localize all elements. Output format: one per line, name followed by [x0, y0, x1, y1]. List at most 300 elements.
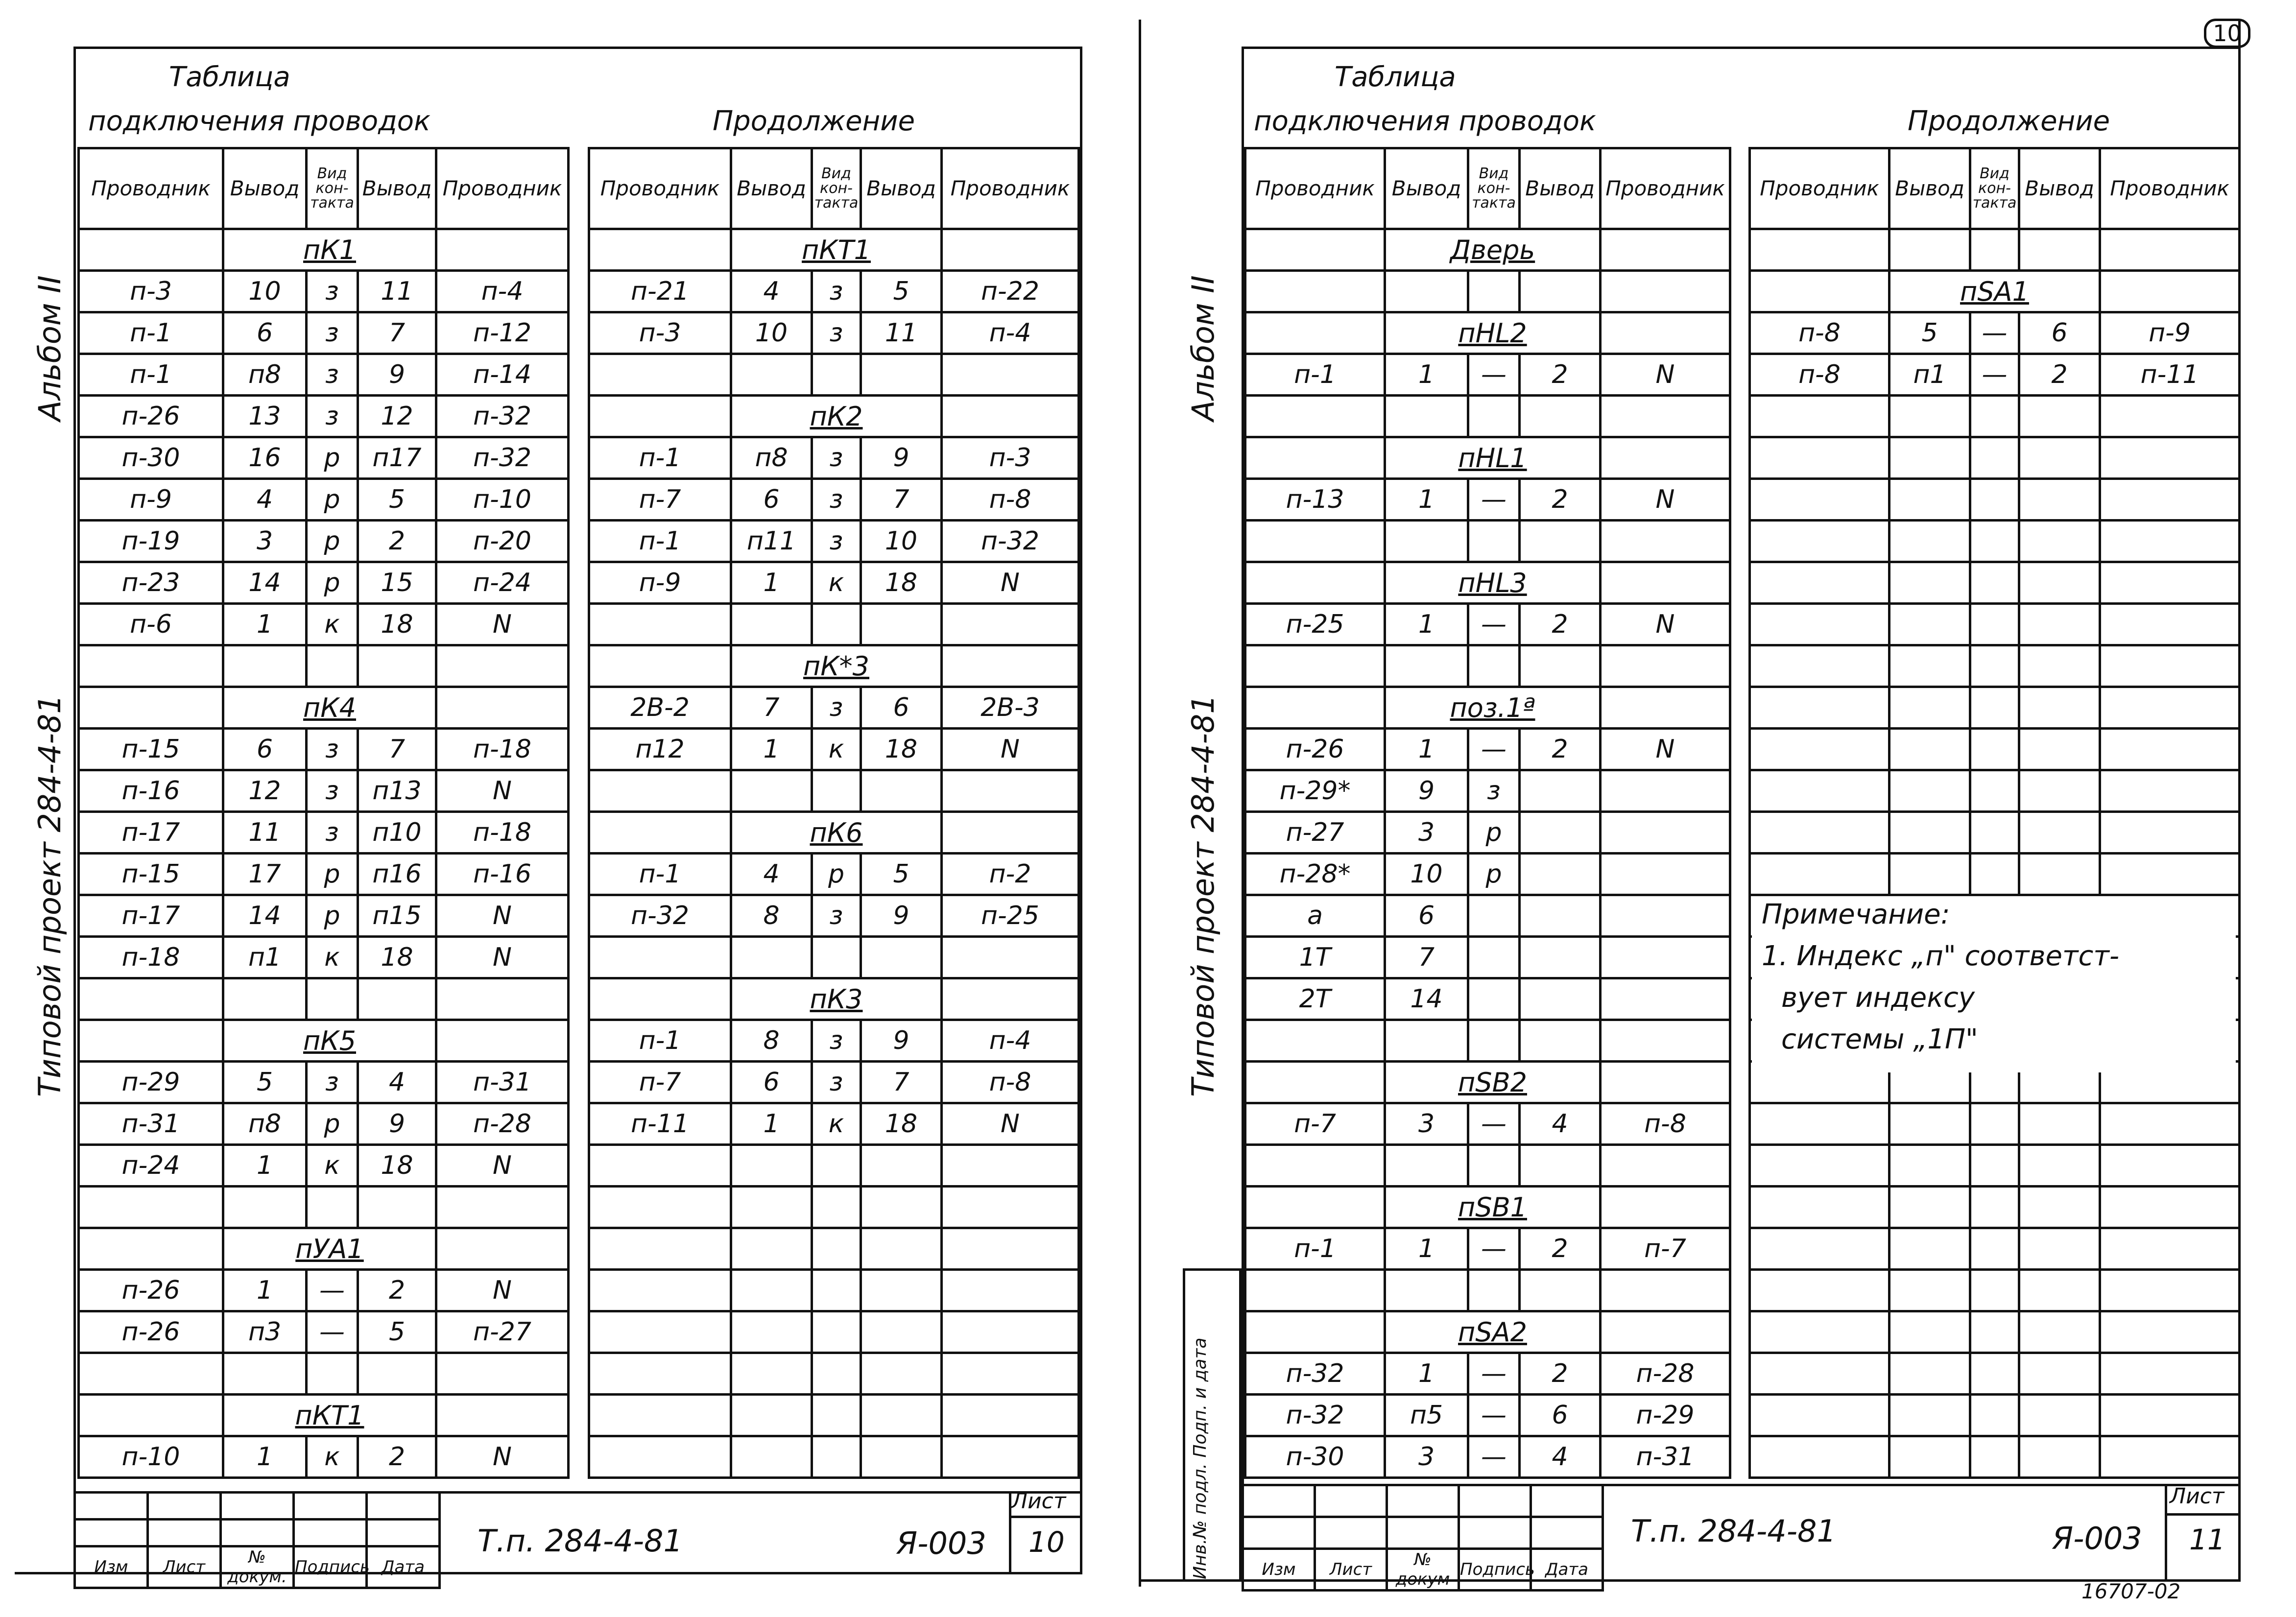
conductor-cell: [79, 1187, 223, 1228]
terminal-cell: 1: [731, 1103, 812, 1145]
header-contact-type: Вид кон-такта: [1468, 148, 1520, 229]
left-continuation-table: [588, 147, 1080, 1479]
conductor-cell: [589, 1311, 731, 1353]
conductor-cell: [2100, 521, 2240, 562]
table-row: [1245, 895, 1730, 937]
conductor-cell: [942, 1145, 1079, 1187]
terminal-cell: [1520, 645, 1601, 687]
terminal-cell: 2: [1520, 479, 1601, 521]
terminal-cell: [2019, 479, 2100, 521]
contact-type-cell: з: [812, 271, 861, 312]
terminal-cell: 6: [861, 687, 942, 729]
header-terminal: Вывод: [1520, 148, 1601, 229]
conductor-cell: п-32: [589, 895, 731, 937]
terminal-cell: [731, 1187, 812, 1228]
contact-type-cell: з: [812, 437, 861, 479]
table-row: [1750, 1187, 2240, 1228]
right-side-album: Альбом II: [1185, 275, 1221, 421]
conductor-cell: п-26: [1245, 729, 1385, 770]
conductor-cell: [1245, 271, 1385, 312]
conductor-cell: п-25: [942, 895, 1079, 937]
group-row: [1245, 562, 1730, 604]
conductor-cell: п-17: [79, 895, 223, 937]
terminal-cell: 4: [731, 854, 812, 895]
terminal-cell: 10: [223, 271, 307, 312]
conductor-cell: N: [436, 604, 569, 645]
table-row: [1750, 1311, 2240, 1353]
right-stamp-project: Т.п. 284-4-81: [1631, 1513, 1836, 1549]
terminal-cell: 5: [223, 1062, 307, 1103]
conductor-cell: п-1: [79, 354, 223, 396]
contact-type-cell: з: [1468, 770, 1520, 812]
conductor-cell: [1750, 396, 1889, 437]
conductor-cell: [942, 1187, 1079, 1228]
conductor-cell: [2100, 437, 2240, 479]
table-row: [1750, 1228, 2240, 1270]
terminal-cell: [1889, 645, 1970, 687]
right-connection-table: [1244, 147, 1731, 1479]
header-conductor: Проводник: [1750, 148, 1889, 229]
contact-type-cell: з: [307, 396, 358, 437]
conductor-cell: п-28: [436, 1103, 569, 1145]
table-row: [589, 1395, 1079, 1436]
contact-type-cell: —: [1468, 1395, 1520, 1436]
conductor-cell: п-8: [942, 1062, 1079, 1103]
terminal-cell: [2019, 1270, 2100, 1311]
terminal-cell: 18: [358, 604, 436, 645]
conductor-cell: п-29: [1601, 1395, 1730, 1436]
terminal-cell: 4: [223, 479, 307, 521]
conductor-cell: [1750, 1145, 1889, 1187]
terminal-cell: 11: [358, 271, 436, 312]
contact-type-cell: [812, 1187, 861, 1228]
stamp-label-sheet: Лист: [1315, 1549, 1387, 1591]
contact-type-cell: з: [307, 1062, 358, 1103]
conductor-cell: п-9: [2100, 312, 2240, 354]
table-row: [1245, 604, 1730, 645]
contact-type-cell: з: [812, 895, 861, 937]
contact-type-cell: з: [812, 1062, 861, 1103]
terminal-cell: 7: [358, 312, 436, 354]
group-spacer: [589, 645, 731, 687]
terminal-cell: [861, 1145, 942, 1187]
table-row: [1750, 729, 2240, 770]
conductor-cell: п-20: [436, 521, 569, 562]
terminal-cell: [861, 604, 942, 645]
conductor-cell: п-18: [436, 812, 569, 854]
conductor-cell: [1750, 812, 1889, 854]
table-row: [589, 1311, 1079, 1353]
terminal-cell: [1889, 1145, 1970, 1187]
conductor-cell: [589, 354, 731, 396]
group-spacer: [1245, 312, 1385, 354]
left-stamp-project: Т.п. 284-4-81: [478, 1523, 683, 1559]
group-spacer: [436, 1395, 569, 1436]
group-label: поз.1ª: [1385, 687, 1601, 729]
terminal-cell: 6: [731, 479, 812, 521]
terminal-cell: [1520, 770, 1601, 812]
group-row: [79, 687, 569, 729]
table-row: [79, 1436, 569, 1478]
table-row: [79, 729, 569, 770]
conductor-cell: п-11: [2100, 354, 2240, 396]
table-row: [589, 604, 1079, 645]
group-row: [589, 645, 1079, 687]
terminal-cell: 1: [731, 562, 812, 604]
conductor-cell: 2В-2: [589, 687, 731, 729]
header-conductor: Проводник: [1245, 148, 1385, 229]
conductor-cell: п-17: [79, 812, 223, 854]
conductor-cell: [2100, 396, 2240, 437]
group-spacer: [79, 1228, 223, 1270]
conductor-cell: [2100, 1395, 2240, 1436]
conductor-cell: п-1: [589, 854, 731, 895]
header-terminal: Вывод: [1385, 148, 1468, 229]
group-spacer: [2100, 271, 2240, 312]
group-row: [79, 229, 569, 271]
terminal-cell: 4: [358, 1062, 436, 1103]
terminal-cell: [731, 354, 812, 396]
terminal-cell: [358, 1353, 436, 1395]
contact-type-cell: р: [307, 479, 358, 521]
terminal-cell: 14: [223, 562, 307, 604]
conductor-cell: [2100, 812, 2240, 854]
conductor-cell: [2100, 562, 2240, 604]
contact-type-cell: з: [812, 479, 861, 521]
right-stamp-code: Я-003: [2052, 1521, 2142, 1556]
conductor-cell: [2100, 729, 2240, 770]
terminal-cell: [2019, 687, 2100, 729]
terminal-cell: п3: [223, 1311, 307, 1353]
terminal-cell: 9: [358, 354, 436, 396]
contact-type-cell: —: [307, 1270, 358, 1311]
terminal-cell: [731, 1145, 812, 1187]
table-row: [589, 562, 1079, 604]
table-row: [1750, 562, 2240, 604]
conductor-cell: [1601, 854, 1730, 895]
table-row: [1750, 1103, 2240, 1145]
terminal-cell: [861, 1228, 942, 1270]
terminal-cell: [731, 1311, 812, 1353]
right-side-project: Типовой проект 284-4-81: [1185, 694, 1221, 1097]
left-continuation: Продолжение: [713, 105, 915, 137]
contact-type-cell: [1970, 1228, 2019, 1270]
terminal-cell: 14: [1385, 978, 1468, 1020]
contact-type-cell: [1468, 271, 1520, 312]
contact-type-cell: [812, 937, 861, 978]
table-row: [1245, 271, 1730, 312]
conductor-cell: N: [1601, 354, 1730, 396]
footer-code: 16707-02: [2081, 1579, 2181, 1603]
conductor-cell: п-32: [942, 521, 1079, 562]
conductor-cell: [1601, 271, 1730, 312]
stamp-label-signature: Подпись: [294, 1546, 367, 1588]
table-row: [1245, 1436, 1730, 1478]
terminal-cell: [2019, 396, 2100, 437]
conductor-cell: [1750, 854, 1889, 895]
terminal-cell: [731, 1228, 812, 1270]
stamp-label-change: Изм: [1243, 1549, 1315, 1591]
contact-type-cell: [1970, 645, 2019, 687]
group-row: [1750, 271, 2240, 312]
contact-type-cell: [812, 1395, 861, 1436]
group-label: пНL3: [1385, 562, 1601, 604]
conductor-cell: п-31: [436, 1062, 569, 1103]
table-row: [589, 1353, 1079, 1395]
group-spacer: [1601, 229, 1730, 271]
table-row: [589, 729, 1079, 770]
contact-type-cell: [812, 1145, 861, 1187]
header-terminal: Вывод: [223, 148, 307, 229]
conductor-cell: [1601, 1145, 1730, 1187]
conductor-cell: п-15: [79, 729, 223, 770]
table-row: [1245, 1395, 1730, 1436]
conductor-cell: п-24: [436, 562, 569, 604]
terminal-cell: 9: [861, 895, 942, 937]
table-row: [1750, 1270, 2240, 1311]
terminal-cell: 2: [1520, 354, 1601, 396]
conductor-cell: [942, 1270, 1079, 1311]
table-row: [1245, 521, 1730, 562]
left-sheet-left-border: [73, 47, 76, 1574]
contact-type-cell: [1970, 729, 2019, 770]
contact-type-cell: [1970, 770, 2019, 812]
terminal-cell: [2019, 854, 2100, 895]
terminal-cell: [1520, 937, 1601, 978]
contact-type-cell: [1970, 1353, 2019, 1395]
terminal-cell: п16: [358, 854, 436, 895]
left-stamp-revisions: [73, 1491, 441, 1589]
terminal-cell: 2: [358, 1270, 436, 1311]
terminal-cell: 3: [1385, 1103, 1468, 1145]
conductor-cell: [1601, 978, 1730, 1020]
conductor-cell: [942, 604, 1079, 645]
conductor-cell: 2В-3: [942, 687, 1079, 729]
conductor-cell: [1750, 645, 1889, 687]
table-row: [1750, 312, 2240, 354]
contact-type-cell: [1468, 1270, 1520, 1311]
conductor-cell: [2100, 687, 2240, 729]
group-spacer: [589, 978, 731, 1020]
contact-type-cell: з: [307, 812, 358, 854]
table-row: [1750, 229, 2240, 271]
conductor-cell: [1601, 770, 1730, 812]
contact-type-cell: р: [1468, 854, 1520, 895]
conductor-cell: N: [942, 1103, 1079, 1145]
conductor-cell: [589, 770, 731, 812]
table-row: [1750, 770, 2240, 812]
terminal-cell: [2019, 1436, 2100, 1478]
conductor-cell: п-28*: [1245, 854, 1385, 895]
table-row: [79, 812, 569, 854]
header-contact-type: Вид кон-такта: [307, 148, 358, 229]
contact-type-cell: —: [1970, 354, 2019, 396]
terminal-cell: [1385, 521, 1468, 562]
conductor-cell: [2100, 604, 2240, 645]
conductor-cell: N: [436, 1436, 569, 1478]
left-title-line1: Таблица: [169, 61, 290, 93]
conductor-cell: п-11: [589, 1103, 731, 1145]
conductor-cell: [1750, 1353, 1889, 1395]
terminal-cell: [2019, 1311, 2100, 1353]
conductor-cell: п-22: [942, 271, 1079, 312]
contact-type-cell: [307, 978, 358, 1020]
conductor-cell: [589, 1395, 731, 1436]
terminal-cell: [1889, 1353, 1970, 1395]
terminal-cell: [731, 1436, 812, 1478]
conductor-cell: п-1: [1245, 1228, 1385, 1270]
conductor-cell: [1601, 895, 1730, 937]
terminal-cell: [861, 1270, 942, 1311]
group-spacer: [79, 1020, 223, 1062]
table-row: [1750, 396, 2240, 437]
terminal-cell: 1: [223, 1145, 307, 1187]
header-terminal: Вывод: [2019, 148, 2100, 229]
terminal-cell: [1889, 437, 1970, 479]
terminal-cell: 6: [223, 729, 307, 770]
right-sheet-top-border: [1242, 47, 2241, 49]
conductor-cell: N: [436, 770, 569, 812]
left-sheet-right-border: [1080, 47, 1082, 1574]
conductor-cell: [589, 1436, 731, 1478]
contact-type-cell: з: [812, 1020, 861, 1062]
contact-type-cell: [1468, 978, 1520, 1020]
table-row: [1245, 854, 1730, 895]
terminal-cell: 2: [358, 521, 436, 562]
conductor-cell: [1245, 645, 1385, 687]
terminal-cell: 15: [358, 562, 436, 604]
conductor-cell: п-29: [79, 1062, 223, 1103]
conductor-cell: [2100, 770, 2240, 812]
group-spacer: [1245, 1187, 1385, 1228]
table-row: [1750, 437, 2240, 479]
terminal-cell: [2019, 1228, 2100, 1270]
header-conductor: Проводник: [589, 148, 731, 229]
conductor-cell: п-9: [589, 562, 731, 604]
contact-type-cell: [1970, 562, 2019, 604]
table-row: [589, 1145, 1079, 1187]
terminal-cell: [2019, 729, 2100, 770]
conductor-cell: N: [436, 937, 569, 978]
terminal-cell: [1520, 1145, 1601, 1187]
contact-type-cell: р: [307, 521, 358, 562]
conductor-cell: п-24: [79, 1145, 223, 1187]
terminal-cell: 18: [861, 562, 942, 604]
group-row: [79, 1395, 569, 1436]
conductor-cell: [2100, 1187, 2240, 1228]
conductor-cell: п-3: [942, 437, 1079, 479]
contact-type-cell: р: [307, 562, 358, 604]
group-label: пКТ1: [731, 229, 942, 271]
terminal-cell: [861, 1353, 942, 1395]
terminal-cell: 11: [223, 812, 307, 854]
conductor-cell: п-29*: [1245, 770, 1385, 812]
conductor-cell: п-21: [589, 271, 731, 312]
table-row: [1245, 729, 1730, 770]
terminal-cell: 1: [731, 729, 812, 770]
conductor-cell: п-23: [79, 562, 223, 604]
table-row: [79, 479, 569, 521]
terminal-cell: 12: [223, 770, 307, 812]
contact-type-cell: [1468, 645, 1520, 687]
contact-type-cell: [1970, 1187, 2019, 1228]
table-row: [79, 354, 569, 396]
terminal-cell: [1520, 271, 1601, 312]
conductor-cell: п-2: [942, 854, 1079, 895]
terminal-cell: [1520, 978, 1601, 1020]
contact-type-cell: —: [1468, 1103, 1520, 1145]
stamp-label-date: Дата: [367, 1546, 440, 1588]
group-row: [79, 1020, 569, 1062]
stamp-label-change: Изм: [75, 1546, 148, 1588]
terminal-cell: 9: [358, 1103, 436, 1145]
group-spacer: [436, 1020, 569, 1062]
conductor-cell: N: [1601, 479, 1730, 521]
contact-type-cell: —: [1468, 1436, 1520, 1478]
group-row: [1245, 1187, 1730, 1228]
terminal-cell: 10: [731, 312, 812, 354]
conductor-cell: п-7: [1601, 1228, 1730, 1270]
contact-type-cell: [307, 1353, 358, 1395]
conductor-cell: N: [436, 1270, 569, 1311]
terminal-cell: п13: [358, 770, 436, 812]
terminal-cell: 2: [1520, 1353, 1601, 1395]
right-stamp-revisions: [1242, 1484, 1604, 1592]
table-row: [589, 354, 1079, 396]
terminal-cell: [2019, 1395, 2100, 1436]
terminal-cell: [2019, 437, 2100, 479]
terminal-cell: [731, 1270, 812, 1311]
terminal-cell: 1: [223, 604, 307, 645]
terminal-cell: [1520, 521, 1601, 562]
contact-type-cell: к: [812, 729, 861, 770]
terminal-cell: [2019, 645, 2100, 687]
terminal-cell: [1889, 1311, 1970, 1353]
table-row: [1245, 812, 1730, 854]
terminal-cell: [731, 1395, 812, 1436]
table-row: [1245, 479, 1730, 521]
conductor-cell: п-26: [79, 1311, 223, 1353]
group-label: пК5: [223, 1020, 436, 1062]
conductor-cell: [1601, 1020, 1730, 1062]
group-spacer: [1601, 1062, 1730, 1103]
table-row: [1245, 1103, 1730, 1145]
conductor-cell: [589, 1187, 731, 1228]
contact-type-cell: [307, 645, 358, 687]
left-stamp-sheet-label: Лист: [1011, 1489, 1066, 1514]
conductor-cell: п-4: [942, 1020, 1079, 1062]
terminal-cell: 7: [861, 479, 942, 521]
terminal-cell: [1520, 895, 1601, 937]
contact-type-cell: —: [1468, 479, 1520, 521]
terminal-cell: [861, 1311, 942, 1353]
terminal-cell: 4: [1520, 1103, 1601, 1145]
table-row: [589, 479, 1079, 521]
conductor-cell: [1750, 1270, 1889, 1311]
group-spacer: [1245, 687, 1385, 729]
group-spacer: [942, 396, 1079, 437]
conductor-cell: п-1: [589, 521, 731, 562]
contact-type-cell: р: [307, 895, 358, 937]
group-label: пКТ1: [223, 1395, 436, 1436]
terminal-cell: 4: [731, 271, 812, 312]
group-spacer: [1245, 562, 1385, 604]
conductor-cell: [589, 937, 731, 978]
table-row: [79, 1353, 569, 1395]
sheet-badge-number: 10: [2213, 20, 2242, 47]
contact-type-cell: [1970, 1145, 2019, 1187]
group-spacer: [436, 1228, 569, 1270]
